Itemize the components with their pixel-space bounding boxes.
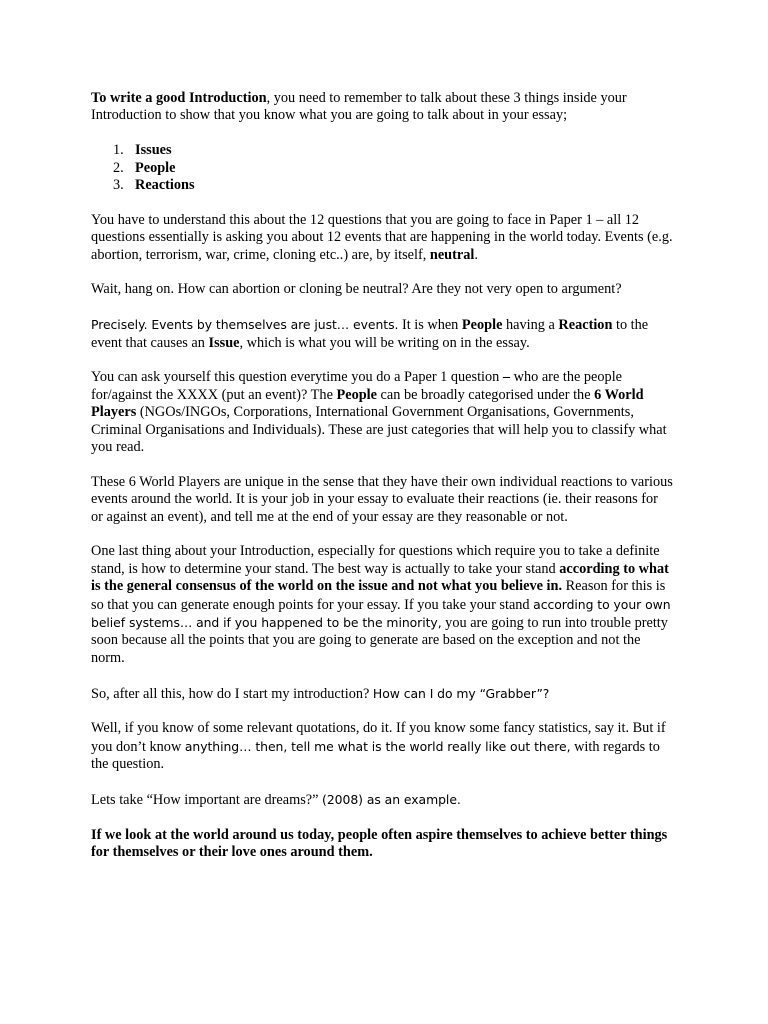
list-item-number: 3.: [113, 177, 124, 194]
ask-text-1: You can ask yourself this question everytime you do a Paper 1 question: [91, 369, 503, 386]
precisely-bold-3: Issue: [208, 334, 240, 351]
intro-lead-text: , you need to remember to talk about these 3 things inside your Introduction to show that you know what you are going to talk about in your essay;: [91, 90, 627, 124]
so-alt-text: How can I do my “Grabber”?: [372, 685, 550, 701]
intro-paragraph: [91, 90, 673, 125]
questions-bold: neutral: [429, 246, 475, 263]
precisely-text-3: to the event that causes an: [91, 317, 649, 351]
ask-bold-3: 6 World Players: [91, 386, 644, 421]
well-text-1: Well, if you know of some relevant quotations, do it. If you know some fancy statistics, say it. But if you don’t know: [91, 720, 666, 755]
so-paragraph: [91, 685, 673, 703]
list-item: [91, 160, 673, 177]
last-bold-1: according to what is the general consensus of the world on the issue and not what you believe in.: [91, 560, 669, 595]
well-paragraph: [91, 720, 673, 773]
precisely-paragraph: [91, 316, 673, 352]
list-item: [91, 142, 673, 159]
intro-lead-bold: To write a good Introduction: [91, 90, 267, 106]
well-text-2: with regards to the question.: [91, 738, 660, 773]
ask-text-2: who are the people for/against the XXXX (put an event)? The: [91, 369, 623, 403]
lets-alt-text: (2008) as an example.: [322, 792, 461, 808]
last-thing-paragraph: [91, 543, 673, 667]
precisely-alt-text: Precisely. Events by themselves are just… events.: [91, 317, 399, 333]
questions-end: .: [474, 246, 478, 263]
list-item: [91, 177, 673, 194]
topics-list: [91, 142, 673, 194]
players-paragraph: These 6 World Players are unique in the sense that they have their own individual reactions to various events around the world. It is your job in your essay to evaluate their reactions (ie. their reasons for or against an event), and tell me at the end of your essay are they reasonable or not.: [91, 473, 673, 525]
questions-paragraph: [91, 212, 673, 264]
last-text-1: One last thing about your Introduction, especially for questions which require you to take a definite stand, is how to determine your stand. The best way is actually to take your stand: [91, 543, 660, 577]
list-item-number: 2.: [113, 159, 124, 176]
precisely-text-2: having a: [502, 317, 559, 334]
precisely-text-1: It is when: [398, 317, 462, 334]
questions-text: You have to understand this about the 12 questions that you are going to face in Paper 1 – all 12 questions essentially is asking you about 12 events that are happening in the world today. Events (e.g. abortion, terrorism, war, crime, cloning etc..) are, by itself,: [91, 211, 673, 263]
lets-paragraph: [91, 791, 673, 809]
list-item-label: Reactions: [135, 177, 195, 194]
ask-paragraph: [91, 369, 673, 456]
well-alt-text: anything… then, tell me what is the world really like out there,: [184, 738, 571, 754]
last-text-3: you are going to run into trouble pretty soon because all the points that you are going to generate are based on the exception and not the norm.: [91, 615, 668, 666]
final-paragraph: If we look at the world around us today, people often aspire themselves to achieve better things for themselves or their love ones around them.: [91, 826, 668, 861]
list-item-number: 1.: [113, 142, 124, 159]
precisely-bold-2: Reaction: [558, 317, 613, 334]
list-item-label: People: [135, 159, 176, 176]
so-text-1: So, after all this, how do I start my introduction?: [91, 685, 373, 702]
ask-text-4: (NGOs/INGOs, Corporations, International Government Organisations, Governments, Criminal Organisations and Individuals). These are just categories that will help you to classify what you read.: [91, 404, 667, 456]
precisely-text-4: , which is what you will be writing on in the essay.: [239, 334, 530, 351]
precisely-bold-1: People: [461, 317, 503, 334]
ask-bold-2: People: [336, 386, 377, 403]
wait-paragraph: Wait, hang on. How can abortion or cloning be neutral? Are they not very open to argument?: [91, 281, 622, 298]
last-alt-text: according to your own belief systems… and if you happened to be the minority,: [91, 596, 671, 631]
ask-text-3: can be broadly categorised under the: [376, 386, 595, 403]
document-page: [91, 90, 673, 879]
ask-bold-1: –: [502, 369, 511, 386]
last-text-2: Reason for this is so that you can generate enough points for your essay. If you take your stand: [91, 578, 666, 613]
list-item-label: Issues: [135, 142, 172, 159]
lets-text-1: Lets take “How important are dreams?”: [91, 792, 323, 809]
